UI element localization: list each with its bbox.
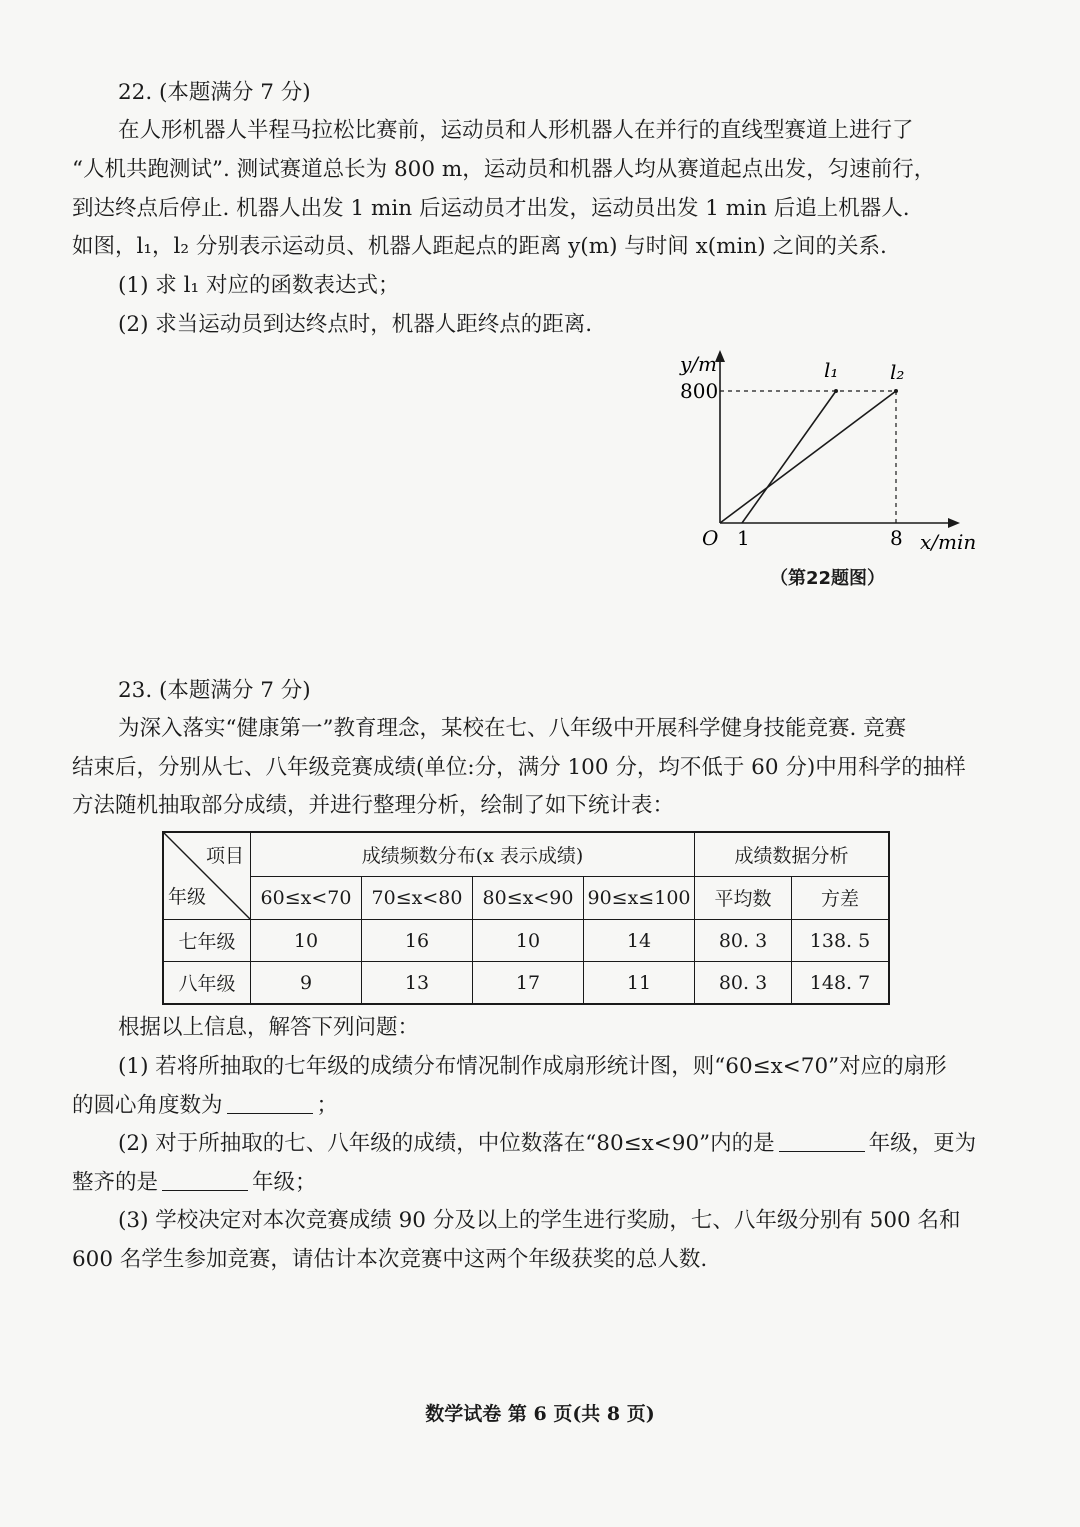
column-header: 平均数 bbox=[695, 876, 792, 920]
q22-graph bbox=[660, 345, 980, 560]
table-cell: 10 bbox=[251, 920, 362, 962]
answer-blank[interactable] bbox=[162, 1170, 248, 1191]
table-cell: 10 bbox=[473, 920, 584, 962]
q23-subquestion-1-line-1: (1) 若将所抽取的七年级的成绩分布情况制作成扇形统计图，则“60≤x<70”对应的扇形 bbox=[118, 1054, 947, 1079]
q23-heading: 23. (本题满分 7 分) bbox=[118, 678, 311, 703]
q22-para-line-1: 在人形机器人半程马拉松比赛前，运动员和人形机器人在并行的直线型赛道上进行了 bbox=[118, 118, 914, 143]
q23-subquestion-1-line-2 bbox=[72, 1091, 338, 1121]
column-header: 60≤x<70 bbox=[251, 876, 362, 920]
table-cell: 80. 3 bbox=[695, 920, 792, 962]
q22-para-line-3: 到达终点后停止. 机器人出发 1 min 后运动员才出发，运动员出发 1 min 后追上机器人. bbox=[72, 196, 910, 221]
l2-label: l₂ bbox=[890, 360, 905, 384]
q23-subquestion-3-line-1: (3) 学校决定对本次竞赛成绩 90 分及以上的学生进行奖励，七、八年级分别有 500 名和 bbox=[118, 1208, 961, 1233]
text-span: 年级； bbox=[252, 1170, 317, 1195]
table-cell: 16 bbox=[362, 920, 473, 962]
table-cell: 80. 3 bbox=[695, 962, 792, 1005]
page-footer: 数学试卷 第 6 页(共 8 页) bbox=[425, 1403, 655, 1425]
x-tick-8: 8 bbox=[890, 526, 903, 550]
q23-stat-table bbox=[162, 831, 890, 1005]
answer-blank[interactable] bbox=[227, 1093, 313, 1114]
q22-para-line-2: “人机共跑测试”. 测试赛道总长为 800 m，运动员和机器人均从赛道起点出发，匀速前行， bbox=[72, 157, 936, 182]
q23-para-line-1: 为深入落实“健康第一”教育理念，某校在七、八年级中开展科学健身技能竞赛. 竞赛 bbox=[118, 716, 907, 741]
q23-subquestion-2-line-1 bbox=[118, 1129, 976, 1159]
column-header: 80≤x<90 bbox=[473, 876, 584, 920]
text-span: (2) 对于所抽取的七、八年级的成绩，中位数落在“80≤x<90”内的是 bbox=[118, 1131, 775, 1156]
row-grade-label: 七年级 bbox=[163, 920, 251, 962]
table-corner-cell bbox=[163, 832, 251, 920]
y-tick-800: 800 bbox=[680, 379, 719, 403]
l1-endpoint bbox=[834, 389, 838, 393]
q22-subquestion-2: (2) 求当运动员到达终点时，机器人距终点的距离. bbox=[118, 312, 593, 337]
y-axis-label: y/m bbox=[680, 352, 718, 376]
text-span: 整齐的是 bbox=[72, 1170, 159, 1195]
x-axis-label: x/min bbox=[920, 530, 977, 554]
line-l2 bbox=[720, 391, 896, 523]
table-cell: 11 bbox=[584, 962, 695, 1005]
table-row bbox=[163, 920, 889, 962]
corner-label-bottom: 年级 bbox=[168, 886, 207, 908]
corner-label-top: 项目 bbox=[205, 845, 244, 867]
table-cell: 14 bbox=[584, 920, 695, 962]
q22-figure-caption: （第22题图） bbox=[770, 568, 886, 589]
text-span: ； bbox=[316, 1093, 339, 1118]
text-span: 的圆心角度数为 bbox=[72, 1093, 223, 1118]
q22-subquestion-1: (1) 求 l₁ 对应的函数表达式； bbox=[118, 273, 400, 298]
header-group-analysis: 成绩数据分析 bbox=[695, 832, 890, 876]
q22-para-line-4: 如图，l₁，l₂ 分别表示运动员、机器人距起点的距离 y(m) 与时间 x(min) 之间的关系. bbox=[72, 234, 887, 259]
table-row bbox=[163, 962, 889, 1005]
row-grade-label: 八年级 bbox=[163, 962, 251, 1005]
l2-endpoint bbox=[894, 389, 898, 393]
table-cell: 17 bbox=[473, 962, 584, 1005]
q23-subquestion-2-line-2 bbox=[72, 1168, 317, 1198]
x-axis-arrow-icon bbox=[948, 518, 960, 528]
text-span: 年级，更为 bbox=[868, 1131, 977, 1156]
column-header: 70≤x<80 bbox=[362, 876, 473, 920]
origin-label: O bbox=[702, 526, 719, 550]
table-cell: 9 bbox=[251, 962, 362, 1005]
l1-label: l₁ bbox=[824, 358, 839, 382]
table-cell: 148. 7 bbox=[792, 962, 890, 1005]
table-cell: 13 bbox=[362, 962, 473, 1005]
q22-heading: 22. (本题满分 7 分) bbox=[118, 80, 311, 105]
q23-intro: 根据以上信息，解答下列问题： bbox=[118, 1015, 420, 1040]
q23-para-line-3: 方法随机抽取部分成绩，并进行整理分析，绘制了如下统计表： bbox=[72, 793, 675, 818]
column-header: 方差 bbox=[792, 876, 890, 920]
header-group-frequency: 成绩频数分布(x 表示成绩) bbox=[251, 832, 695, 876]
x-tick-1: 1 bbox=[737, 526, 750, 550]
q23-para-line-2: 结束后，分别从七、八年级竞赛成绩(单位:分，满分 100 分，均不低于 60 分)中用科学的抽样 bbox=[72, 755, 966, 780]
line-l1 bbox=[742, 391, 836, 523]
table-cell: 138. 5 bbox=[792, 920, 890, 962]
q23-subquestion-3-line-2: 600 名学生参加竞赛，请估计本次竞赛中这两个年级获奖的总人数. bbox=[72, 1247, 708, 1272]
answer-blank[interactable] bbox=[779, 1131, 865, 1152]
column-header: 90≤x≤100 bbox=[584, 876, 695, 920]
